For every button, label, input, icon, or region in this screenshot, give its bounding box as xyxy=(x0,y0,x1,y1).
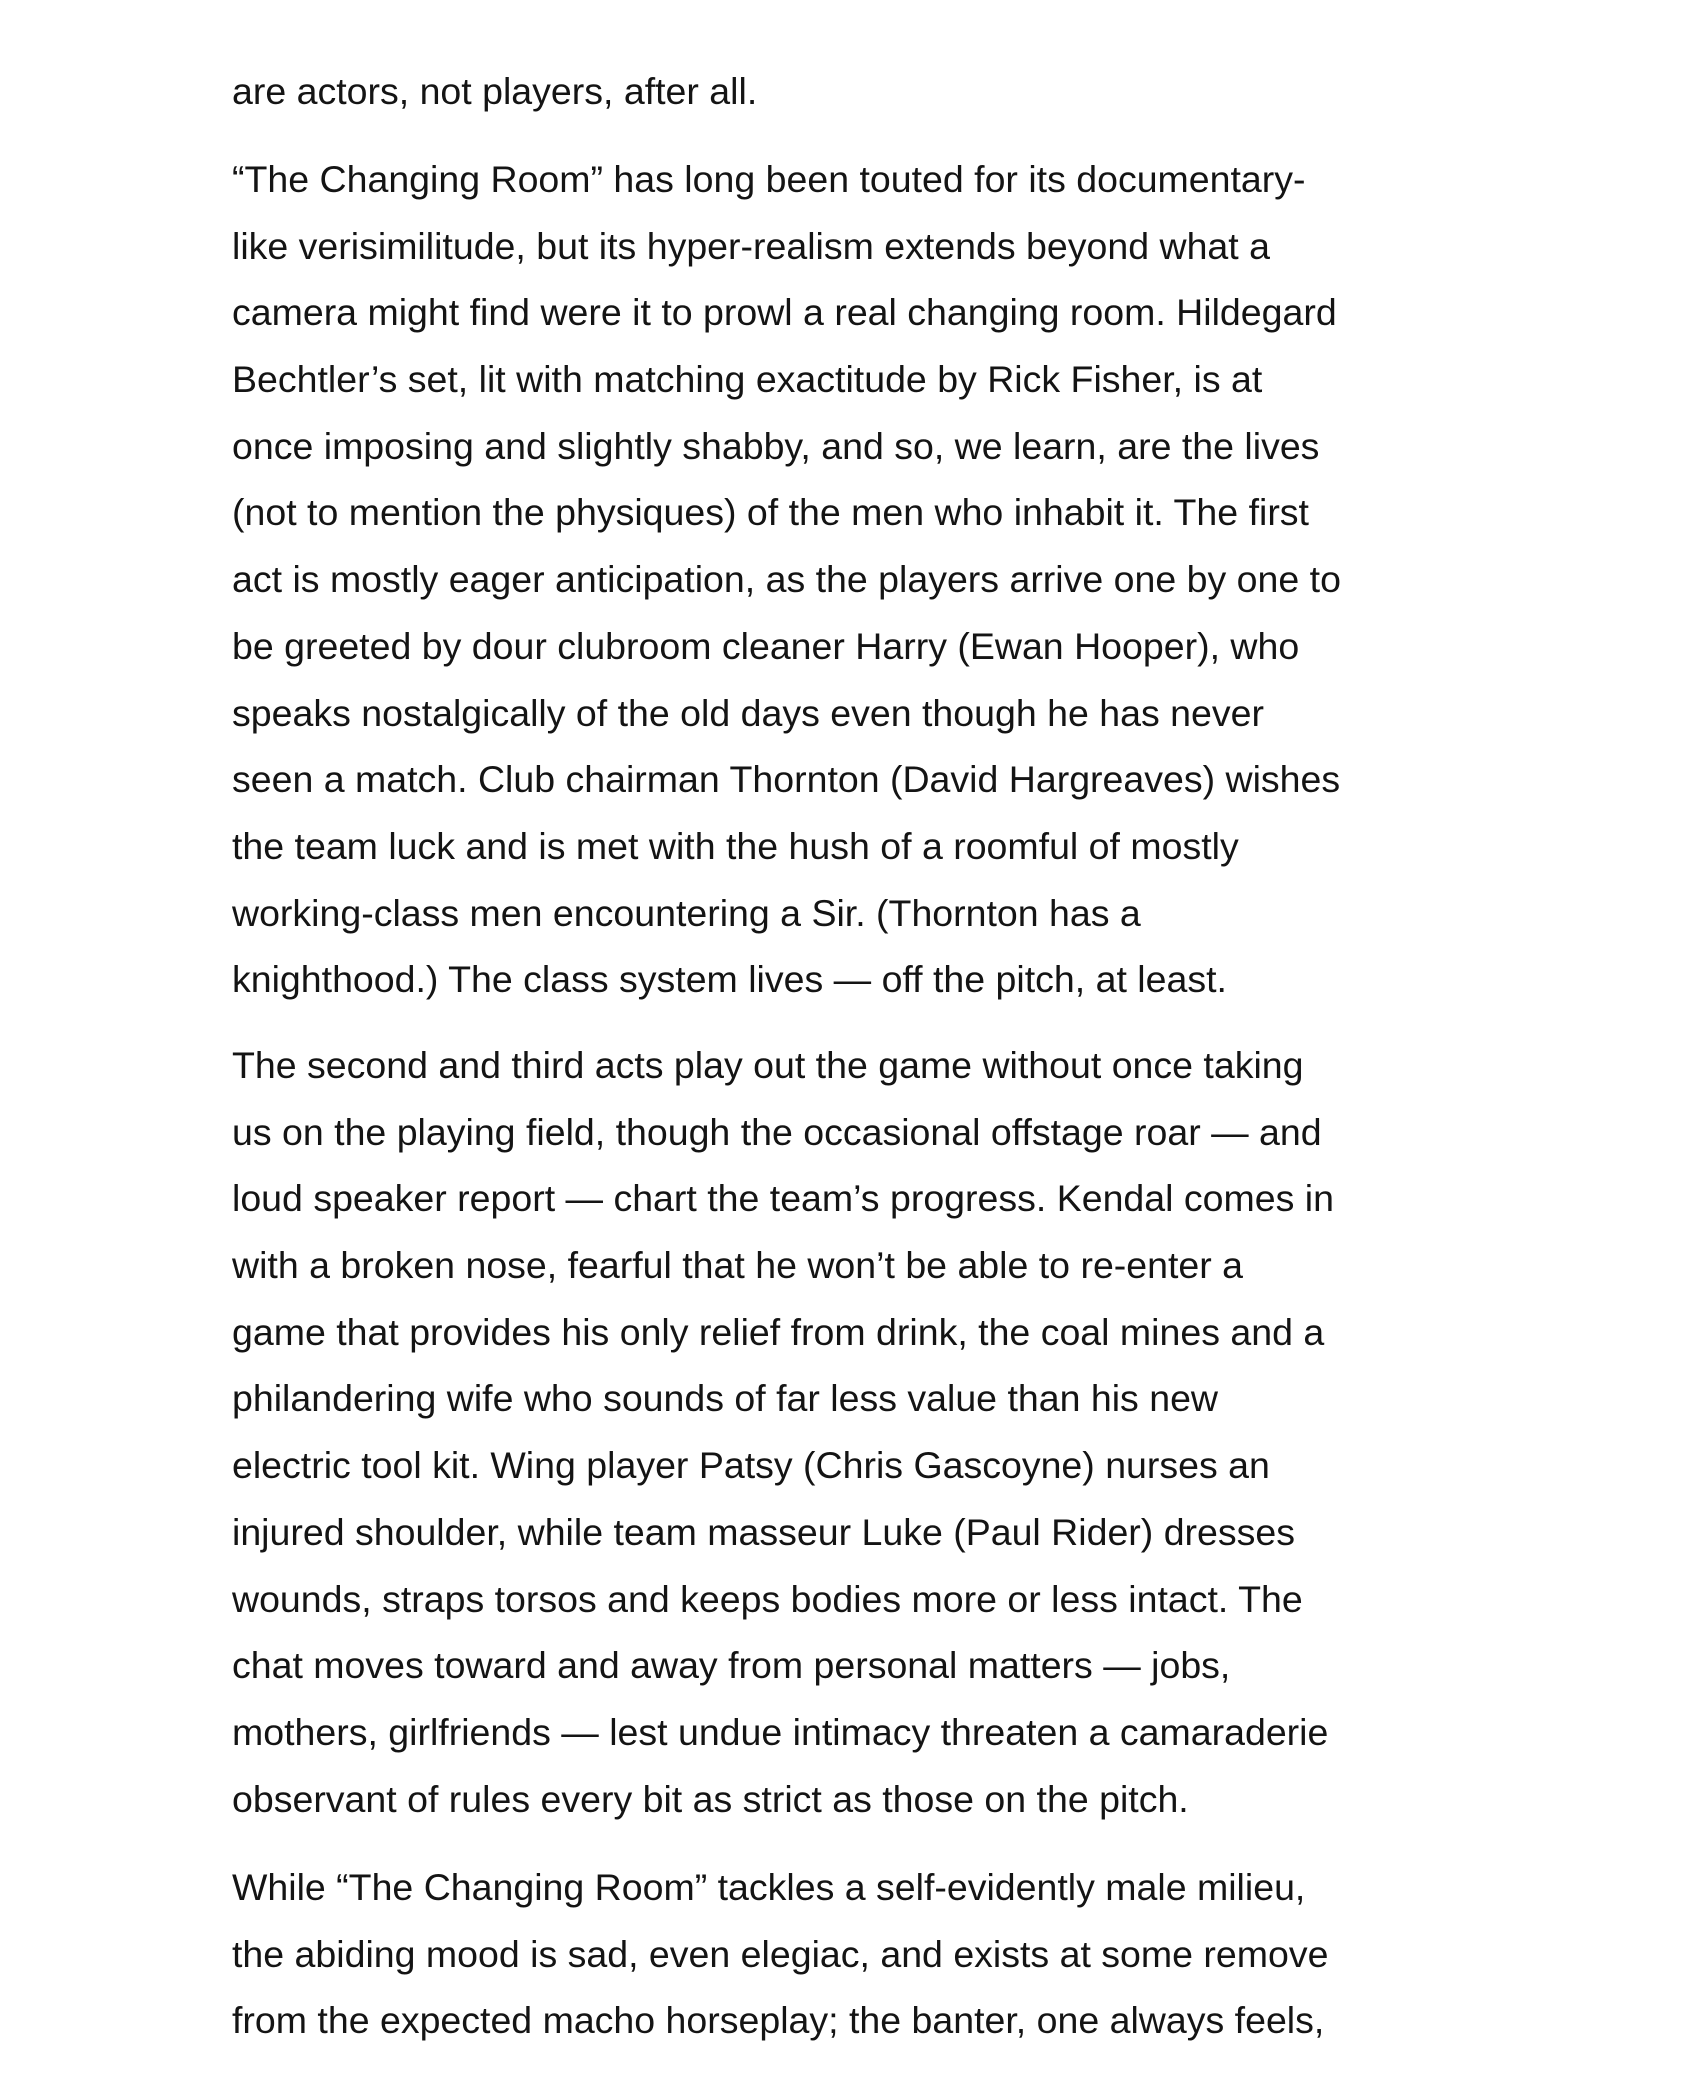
text-line: speaks nostalgically of the old days even though he has never xyxy=(232,691,1264,734)
text-line: from the expected macho horseplay; the banter, one always feels, xyxy=(232,1999,1325,2042)
text-line: the abiding mood is sad, even elegiac, and exists at some remove xyxy=(232,1932,1329,1975)
text-line: “The Changing Room” has long been touted for its documentary- xyxy=(232,158,1306,200)
text-line: us on the playing field, though the occasional offstage roar — and xyxy=(232,1110,1322,1153)
text-line: once imposing and slightly shabby, and so, we learn, are the lives xyxy=(232,424,1320,467)
paragraph-2 xyxy=(232,146,1472,1013)
text-line: working-class men encountering a Sir. (Thornton has a xyxy=(232,891,1141,934)
text-line: knighthood.) The class system lives — off the pitch, at least. xyxy=(232,958,1227,1001)
text-line: game that provides his only relief from drink, the coal mines and a xyxy=(232,1310,1325,1353)
text-line: are actors, not players, after all. xyxy=(232,70,758,112)
text-line: injured shoulder, while team masseur Luke (Paul Rider) dresses xyxy=(232,1510,1296,1553)
paragraph-3 xyxy=(232,1032,1472,1832)
text-line: observant of rules every bit as strict as those on the pitch. xyxy=(232,1777,1189,1820)
text-line: mothers, girlfriends — lest undue intimacy threaten a camaraderie xyxy=(232,1710,1329,1753)
text-line: While “The Changing Room” tackles a self-evidently male milieu, xyxy=(232,1866,1306,1908)
text-line: Bechtler’s set, lit with matching exactitude by Rick Fisher, is at xyxy=(232,358,1263,401)
text-line: loud speaker report — chart the team’s progress. Kendal comes in xyxy=(232,1177,1334,1220)
paragraph-1 xyxy=(232,58,1472,125)
text-line: camera might find were it to prowl a real changing room. Hildegard xyxy=(232,291,1337,334)
text-line: chat moves toward and away from personal matters — jobs, xyxy=(232,1644,1231,1687)
text-line: seen a match. Club chairman Thornton (David Hargreaves) wishes xyxy=(232,758,1341,801)
text-line: act is mostly eager anticipation, as the players arrive one by one to xyxy=(232,558,1341,601)
text-line: wounds, straps torsos and keeps bodies more or less intact. The xyxy=(232,1577,1303,1620)
text-line: The second and third acts play out the game without once taking xyxy=(232,1044,1304,1086)
text-line: the team luck and is met with the hush of a roomful of mostly xyxy=(232,824,1239,867)
text-line: (not to mention the physiques) of the men who inhabit it. The first xyxy=(232,491,1309,534)
paragraph-4 xyxy=(232,1854,1472,2054)
text-line: be greeted by dour clubroom cleaner Harry (Ewan Hooper), who xyxy=(232,624,1300,667)
text-line: with a broken nose, fearful that he won’t be able to re-enter a xyxy=(232,1244,1244,1287)
text-line: philandering wife who sounds of far less value than his new xyxy=(232,1377,1219,1420)
text-line: like verisimilitude, but its hyper-realism extends beyond what a xyxy=(232,224,1270,267)
text-line: electric tool kit. Wing player Patsy (Chris Gascoyne) nurses an xyxy=(232,1444,1270,1487)
